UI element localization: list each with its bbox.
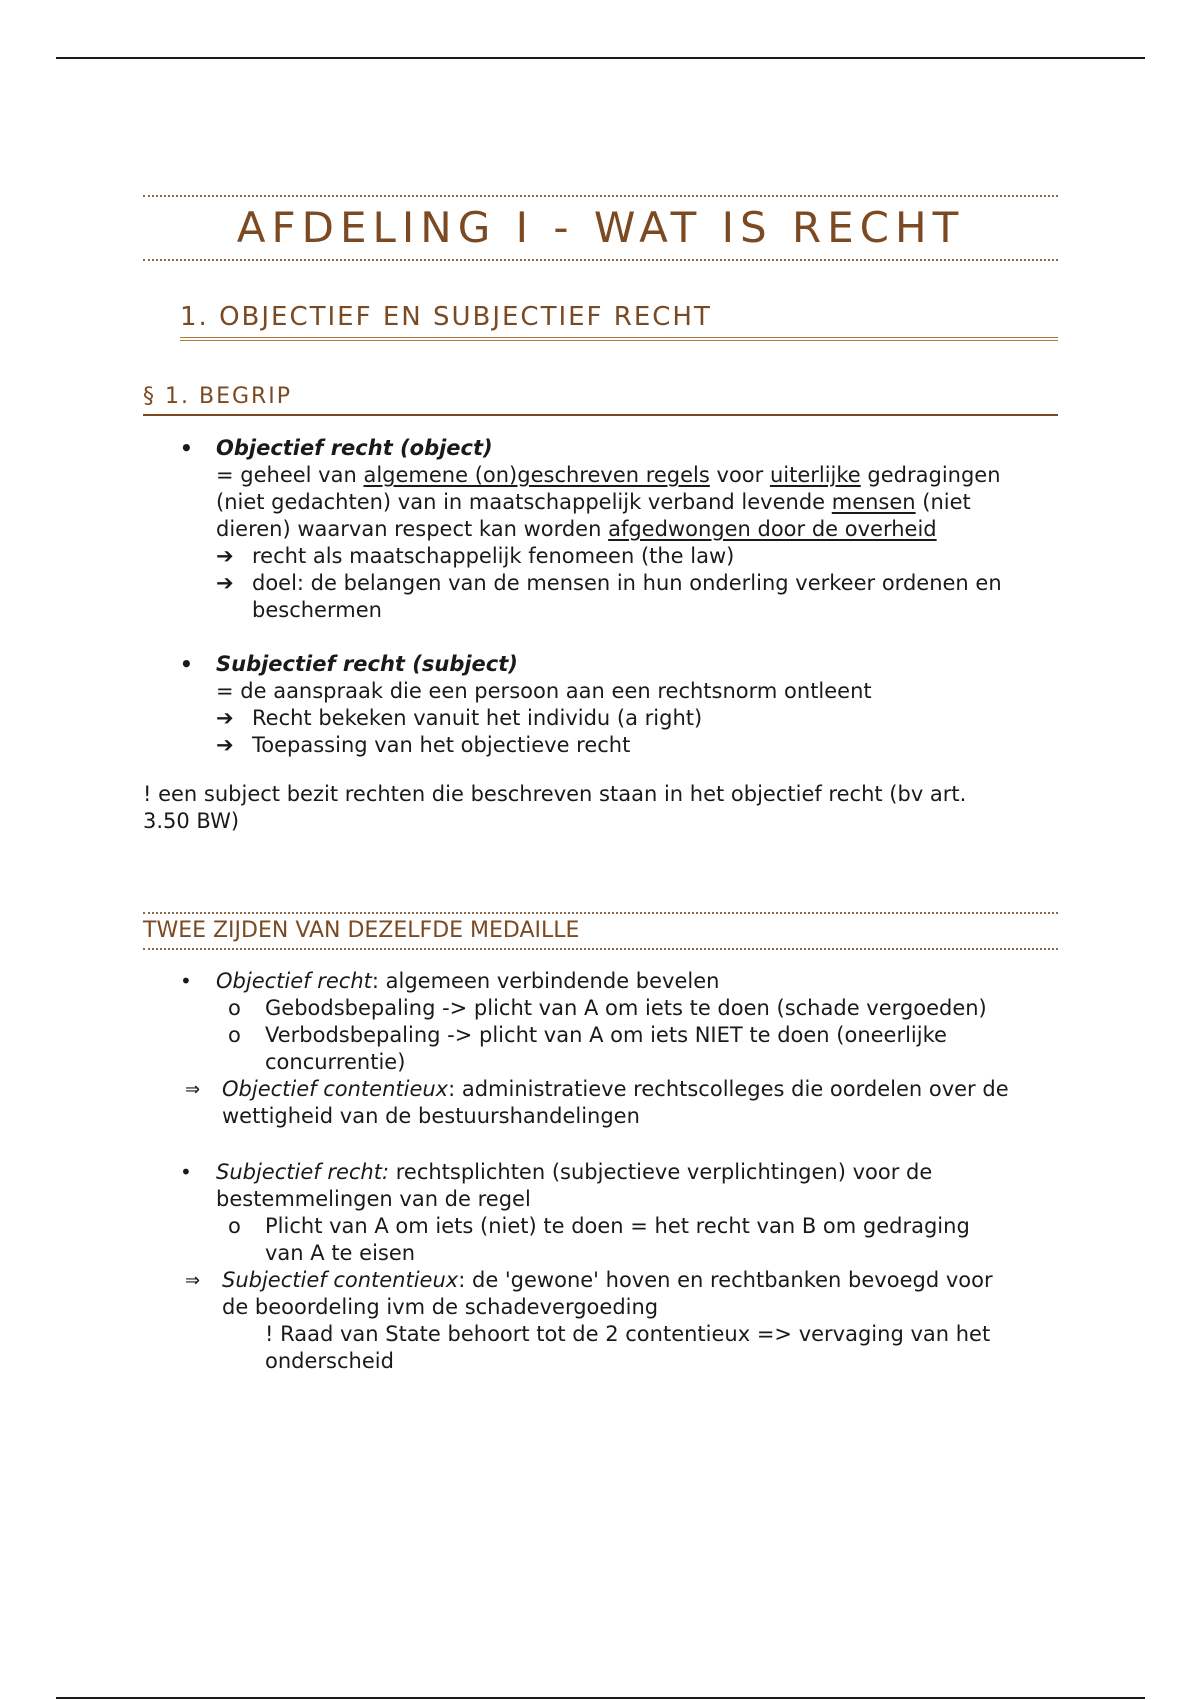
circle-bullet-icon: o bbox=[228, 1214, 241, 1238]
definition-line: = geheel van algemene (on)geschreven regels voor uiterlijke gedragingen bbox=[216, 463, 1001, 487]
arrow-item: ➔ doel: de belangen van de mensen in hun onderling verkeer ordenen en bbox=[216, 571, 1002, 595]
arrow-right-icon: ➔ bbox=[216, 706, 234, 730]
heading-level-2: § 1. BEGRIP bbox=[143, 382, 1058, 416]
arrow-item: ➔ Toepassing van het objectieve recht bbox=[216, 733, 631, 757]
bullet-icon: • bbox=[180, 436, 193, 460]
list-item: • Objectief recht: algemeen verbindende bevelen bbox=[180, 969, 720, 993]
arrow-right-icon: ➔ bbox=[216, 733, 234, 757]
implication-item: ⇒ Objectief contentieux: administratieve rechtscolleges die oordelen over de bbox=[185, 1077, 1009, 1101]
definition-line: = de aanspraak die een persoon aan een rechtsnorm ontleent bbox=[216, 679, 872, 703]
two-sides-section bbox=[143, 968, 1058, 1130]
implies-arrow-icon: ⇒ bbox=[185, 1079, 201, 1100]
title-frame bbox=[143, 195, 1058, 261]
circle-bullet-icon: o bbox=[228, 996, 241, 1020]
sub-item: o Gebodsbepaling -> plicht van A om iets te doen (schade vergoeden) bbox=[228, 996, 987, 1020]
term-subjective-law: Subjectief recht (subject) bbox=[216, 652, 518, 676]
arrow-right-icon: ➔ bbox=[216, 571, 234, 595]
implication-continuation: de beoordeling ivm de schadevergoeding bbox=[222, 1295, 659, 1319]
bullet-icon: • bbox=[180, 652, 193, 676]
term-objective-law: Objectief recht (object) bbox=[216, 436, 493, 460]
arrow-item: ➔ Recht bekeken vanuit het individu (a right) bbox=[216, 706, 703, 730]
page-title: AFDELING I - WAT IS RECHT bbox=[236, 203, 965, 252]
sub-item: o Plicht van A om iets (niet) te doen = het recht van B om gedraging bbox=[228, 1214, 970, 1238]
sub-item-continuation: concurrentie) bbox=[265, 1050, 406, 1074]
two-sides-section-subjective bbox=[143, 1159, 1058, 1375]
bullet-icon: • bbox=[180, 1160, 192, 1184]
definition-line: dieren) waarvan respect kan worden afgedwongen door de overheid bbox=[216, 517, 937, 541]
definition-line: (niet gedachten) van in maatschappelijk verband levende mensen (niet bbox=[216, 490, 971, 514]
remark-line: onderscheid bbox=[265, 1349, 394, 1373]
list-item: • Subjectief recht: rechtsplichten (subjectieve verplichtingen) voor de bbox=[180, 1160, 933, 1184]
page-header-rule bbox=[56, 57, 1145, 59]
arrow-item: ➔ recht als maatschappelijk fenomeen (the law) bbox=[216, 544, 735, 568]
heading-level-3-frame bbox=[143, 912, 1058, 950]
bullet-icon: • bbox=[180, 969, 192, 993]
arrow-item-continuation: beschermen bbox=[252, 598, 382, 622]
implication-continuation: wettigheid van de bestuurshandelingen bbox=[222, 1104, 640, 1128]
arrow-right-icon: ➔ bbox=[216, 544, 234, 568]
heading-level-3: TWEE ZIJDEN VAN DEZELFDE MEDAILLE bbox=[143, 918, 580, 943]
list-item bbox=[143, 435, 1058, 462]
list-item-continuation: bestemmelingen van de regel bbox=[216, 1187, 531, 1211]
circle-bullet-icon: o bbox=[228, 1023, 241, 1047]
remark-line: ! Raad van State behoort tot de 2 contentieux => vervaging van het bbox=[265, 1322, 991, 1346]
list-item bbox=[143, 651, 1058, 678]
sub-item-continuation: van A te eisen bbox=[265, 1241, 416, 1265]
sub-item: o Verbodsbepaling -> plicht van A om iets NIET te doen (oneerlijke bbox=[228, 1023, 947, 1047]
subjective-law-section bbox=[143, 651, 1058, 759]
objective-law-section bbox=[143, 435, 1058, 624]
page-footer-rule bbox=[56, 1697, 1145, 1699]
implication-item: ⇒ Subjectief contentieux: de 'gewone' hoven en rechtbanken bevoegd voor bbox=[185, 1268, 993, 1292]
implies-arrow-icon: ⇒ bbox=[185, 1270, 201, 1291]
note-paragraph: ! een subject bezit rechten die beschreven staan in het objectief recht (bv art. 3.50 BW) bbox=[143, 782, 967, 833]
heading-level-1: 1. OBJECTIEF EN SUBJECTIEF RECHT bbox=[180, 300, 1058, 341]
